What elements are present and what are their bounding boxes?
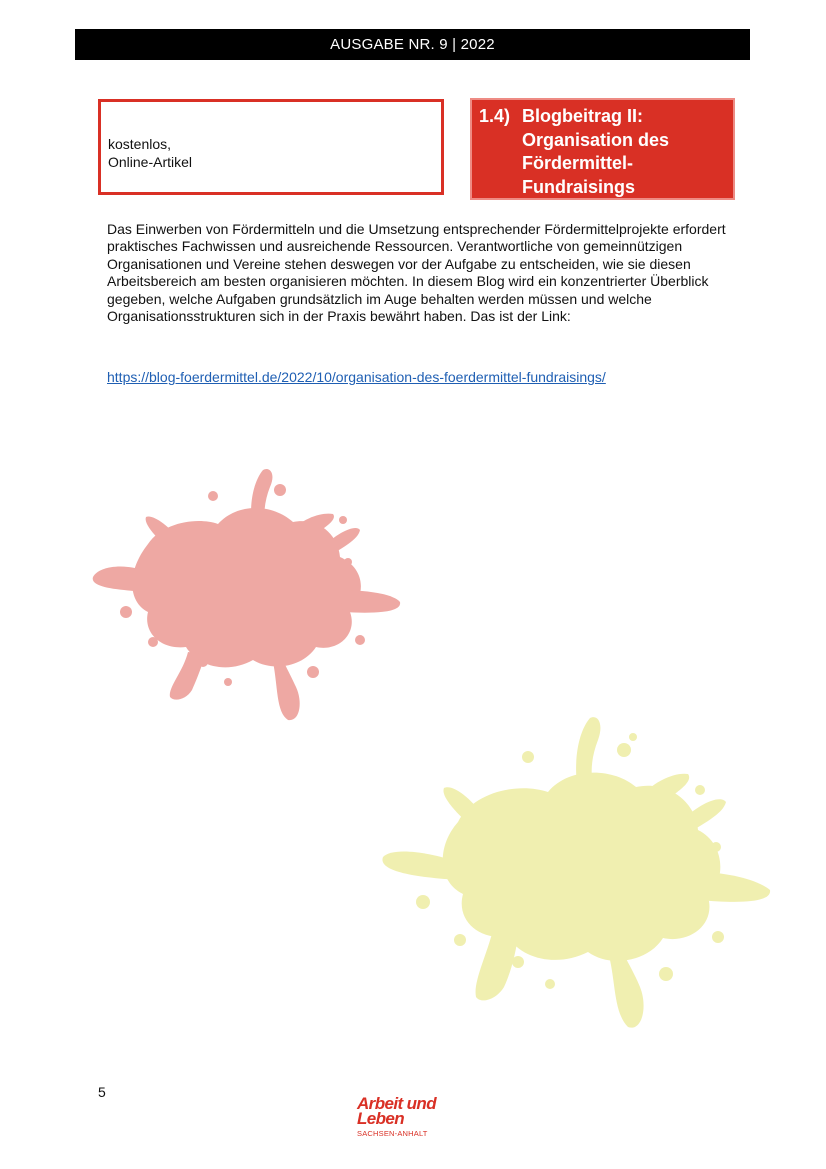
arbeit-und-leben-logo xyxy=(357,1096,467,1138)
article-description: Das Einwerben von Fördermitteln und die Umsetzung entsprechender Fördermittelprojekte erfordert praktisches Fachwissen und ausreichende Ressourcen. Verantwortliche von gemeinnützigen Organisationen und Vereine stehen deswegen vor der Aufgabe zu entscheiden, wie sie diesen Arbeitsbereich am besten organisieren möchten. In diesem Blog wird ein konzentrierter Überblick gegeben, welche Aufgaben grundsätzlich im Auge behalten werden müssen und welche Organisationsstrukturen sich in der Praxis bewährt haben. Das ist der Link: xyxy=(107,221,726,325)
section-title-line4: Fundraisings xyxy=(522,176,636,197)
blog-link[interactable]: https://blog-foerdermittel.de/2022/10/organisation-des-foerdermittel-fundraisings/ xyxy=(107,369,606,385)
section-title-line1: Blogbeitrag II: xyxy=(522,106,643,126)
page-number: 5 xyxy=(98,1084,106,1100)
info-line-cost: kostenlos, xyxy=(108,136,172,152)
section-title-box xyxy=(470,98,735,200)
info-box xyxy=(98,99,444,195)
section-title-line3: Fördermittel- xyxy=(522,153,634,173)
logo-line3: SACHSEN-ANHALT xyxy=(357,1129,428,1138)
logo-line2: Leben xyxy=(357,1109,405,1128)
yellow-paint-splat xyxy=(378,712,774,1034)
section-number: 1.4) xyxy=(479,106,511,126)
red-paint-splat xyxy=(88,462,408,724)
section-title-line2: Organisation des xyxy=(522,129,670,150)
info-line-type: Online-Artikel xyxy=(108,154,193,170)
header-bar xyxy=(75,29,750,60)
logo-line1: Arbeit und xyxy=(357,1094,436,1113)
issue-label: AUSGABE NR. 9 | 2022 xyxy=(330,36,495,53)
